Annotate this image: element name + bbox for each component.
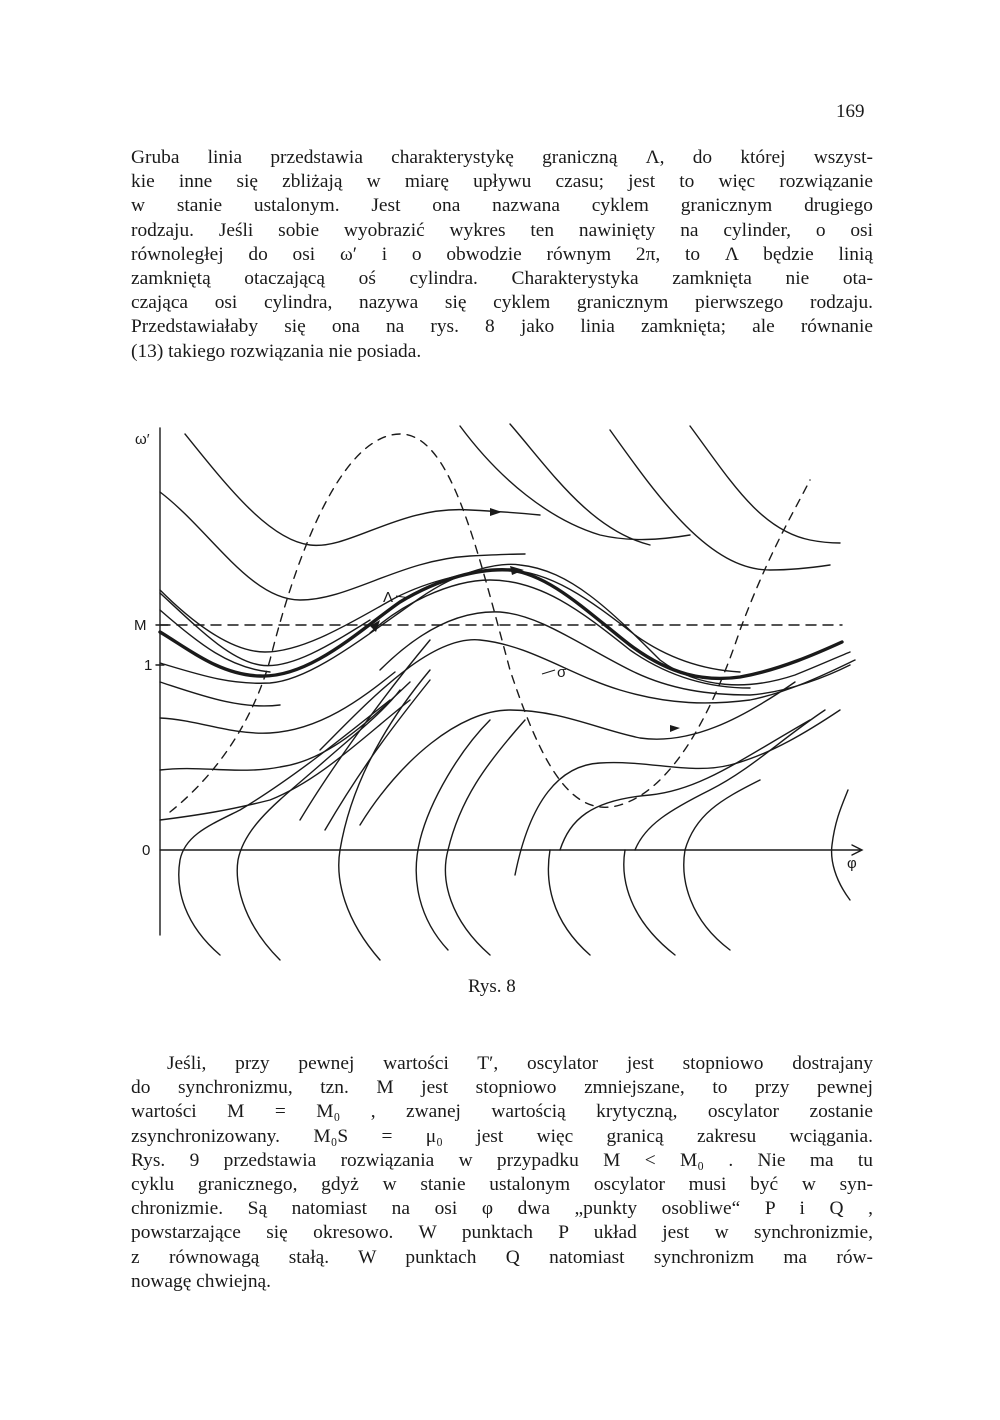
sigma-label: σ	[557, 664, 567, 681]
trajectory	[548, 850, 590, 955]
text-line: Jeśli, przy pewnej wartości T′, oscylator jest stopniowo dostrajany	[167, 1053, 873, 1074]
one-level-label: 1	[144, 657, 153, 674]
text-line: zsynchronizowany. M₀S = μ₀ jest więc granicą zakresu wciągania.	[131, 1125, 873, 1147]
trajectory	[185, 434, 540, 545]
trajectory	[624, 850, 675, 955]
text-line: Przedstawiałaby się ona na rys. 8 jako linia zamknięta; ale równanie	[131, 316, 873, 338]
origin-label: 0	[142, 842, 151, 859]
trajectory	[635, 710, 825, 850]
text-line: Gruba linia przedstawia charakterystykę graniczną Λ, do której wszyst-	[131, 147, 873, 168]
text-line: zamkniętą otaczającą oś cylindra. Charakterystyka zamknięta nie ota-	[131, 267, 873, 289]
text-line: kie inne się zbliżają w miarę upływu czasu; jest to więc rozwiązanie	[131, 171, 873, 193]
trajectory	[160, 492, 525, 600]
lambda-label: Λ	[383, 589, 394, 606]
trajectory	[179, 700, 390, 955]
arrow-head	[490, 508, 502, 516]
trajectory	[510, 424, 650, 545]
trajectory	[560, 720, 810, 850]
trajectory	[610, 430, 830, 570]
limit-cycle-lambda	[160, 570, 842, 679]
text-line: cyklu granicznego, gdyż w stanie ustalonym oscylator musi być w syn-	[131, 1173, 873, 1195]
figure-rys-8	[130, 420, 875, 980]
trajectory	[160, 700, 410, 820]
trajectory	[445, 720, 525, 955]
trajectory	[690, 426, 840, 543]
page-number: 169	[836, 101, 865, 122]
paragraph-1	[131, 146, 873, 364]
sigma-pointer	[542, 670, 555, 674]
text-line: w stanie ustalonym. Jest ona nazwana cyklem granicznym drugiego	[131, 195, 873, 217]
paragraph-2	[131, 1052, 873, 1294]
trajectory	[416, 720, 490, 950]
trajectory	[160, 682, 410, 770]
text-line: do synchronizmu, tzn. M jest stopniowo zmniejszane, to przy pewnej	[131, 1077, 873, 1099]
trajectory	[339, 670, 430, 960]
text-line: rodzaju. Jeśli sobie wyobrazić wykres ten nawinięty na cylinder, o osi	[131, 219, 873, 241]
m-level-label: M	[134, 617, 147, 634]
arrow-head	[670, 725, 680, 732]
text-line: z równowagą stałą. W punktach Q natomiast synchronizm ma rów-	[131, 1246, 873, 1268]
text-line: chronizmie. Są natomiast na osi φ dwa „punkty osobliwe“ P i Q ,	[131, 1198, 873, 1220]
y-axis-label: ω′	[135, 431, 150, 448]
trajectory	[684, 780, 760, 950]
text-line: (13) takiego rozwiązania nie posiada.	[131, 340, 422, 362]
text-line: nowagę chwiejną.	[131, 1270, 271, 1292]
trajectory	[325, 680, 430, 830]
trajectory	[832, 790, 850, 900]
x-axis-label: φ	[847, 855, 857, 872]
trajectory	[360, 682, 795, 825]
trajectory	[460, 426, 690, 540]
figure-caption: Rys. 8	[468, 976, 516, 997]
text-line: powstarzające się okresowo. W punktach P układ jest w synchronizmie,	[131, 1222, 873, 1244]
text-line: równoległej do osi ω′ i o obwodzie równym 2π, to Λ będzie linią	[131, 243, 873, 265]
dashed-curve	[170, 434, 810, 812]
trajectory	[237, 690, 400, 960]
text-line: wartości M = M₀ , zwanej wartością krytyczną, oscylator zostanie	[131, 1101, 873, 1123]
text-line: czająca osi cylindra, nazywa się cyklem granicznym pierwszego rodzaju.	[131, 292, 873, 314]
text-line: Rys. 9 przedstawia rozwiązania w przypadku M < M₀ . Nie ma tu	[131, 1149, 873, 1171]
